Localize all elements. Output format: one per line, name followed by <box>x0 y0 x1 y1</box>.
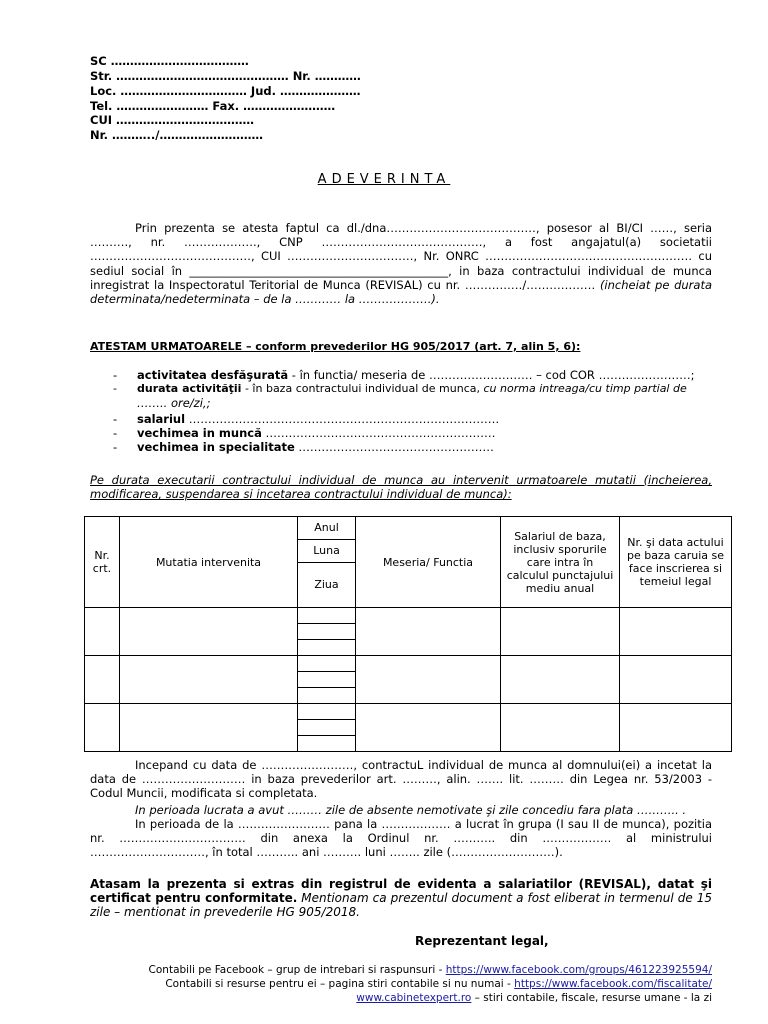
col-header-meseria: Meseria/ Functia <box>356 517 501 608</box>
closing-paragraph-2: In perioada lucrata a avut ……… zile de absente nemotivate şi zile concediu fara plata ……….. . <box>135 803 687 817</box>
facebook-page-link[interactable]: https://www.facebook.com/fiscalitate/ <box>514 978 712 990</box>
table-cell <box>120 704 298 752</box>
cabinetexpert-link[interactable]: www.cabinetexpert.ro <box>356 992 472 1004</box>
header-str: Str. ……………………………………… Nr. ………… <box>90 69 361 83</box>
attest-item-activitate: - activitatea desfăşurată - în functia/ meseria de ……………………… – cod COR ……………………; <box>113 368 695 382</box>
table-row <box>85 608 732 656</box>
table-cell <box>85 608 120 656</box>
table-cell-date <box>298 608 356 656</box>
table-cell <box>356 656 501 704</box>
header-cui: CUI ……………………………… <box>90 113 255 127</box>
mutations-table <box>84 516 732 752</box>
attest-item-salariul: - salariul ……………………………………………………………………… <box>113 412 500 426</box>
document-title: ADEVERINTA <box>317 172 451 187</box>
col-header-salariul: Salariul de baza, inclusiv sporurile care intra în calculul punctajului mediu anual <box>501 517 620 608</box>
attest-item-durata: - durata activităţii - în baza contractului individual de munca, cu norma intreaga/cu timp partial de <box>113 382 687 395</box>
table-cell <box>620 608 732 656</box>
table-row <box>85 656 732 704</box>
col-header-mutatia: Mutatia intervenita <box>120 517 298 608</box>
closing-paragraph-3: In perioada de la …………………… pana la ……………… a lucrat în grupa (I sau II de munca), pozitia nr. …………………………… din anexa la Ordinul nr. ……….. din ……………… al ministrului …………………………, în total ……….. ani ………. luni …….. zile (………………………). <box>90 817 712 860</box>
table-header-row <box>85 517 732 608</box>
intro-paragraph <box>90 221 712 306</box>
table-cell <box>120 656 298 704</box>
col-header-date <box>298 517 356 608</box>
table-cell-date <box>298 704 356 752</box>
facebook-group-link[interactable]: https://www.facebook.com/groups/461223925594/ <box>445 964 712 976</box>
table-cell <box>620 656 732 704</box>
mutation-intro: Pe durata executarii contractului individual de munca au intervenit urmatoarele mutatii (incheierea, modificarea, suspendarea si incetarea contractului individual de munca): <box>90 473 712 502</box>
table-cell <box>85 704 120 752</box>
attest-item-vechime-munca: - vechimea in muncă …………………………………………………… <box>113 426 496 440</box>
footer-line-2: Contabili si resurse pentru ei – pagina stiri contabile si nu numai - https://www.facebook.com/fiscalitate/ <box>165 978 712 990</box>
attach-italic: Mentionam ca prezentul document a fost eliberat in termenul de 15 zile – mentionat in prevederile HG 905/2018. <box>90 891 712 919</box>
intro-text: Prin prezenta se atesta faptul ca dl./dna…………………………………, posesor al BI/CI ……, seria ………., nr. ………………., CNP ……………………………………, a fost angajatul(a) societatii ……………………………………, CUI ……………………………, Nr. ONRC ……………………………………………… cu sediul social în _____________________________________________, in baza contractului individual de munca inregistrat la Inspectoratul Teritorial de Munca (REVISAL) cu nr. ……………/……………… <box>90 221 712 292</box>
table-cell <box>85 656 120 704</box>
header-nr: Nr. ………../……………………… <box>90 128 263 142</box>
header-tel: Tel. …………………… Fax. …………………… <box>90 99 336 113</box>
col-header-luna: Luna <box>298 540 355 563</box>
table-cell <box>620 704 732 752</box>
attach-bold: Atasam la prezenta si extras din registrul de evidenta a salariatilor (REVISAL), datat şi certificat pentru conformitate. <box>90 877 712 905</box>
attest-item-durata-cont: …….. ore/zi,; <box>137 396 211 410</box>
attest-item-vechime-specialitate: - vechimea in specialitate …………………………………………… <box>113 440 494 454</box>
closing-paragraph-1: Incepand cu data de ……………………, contractuL individual de munca al domnului(ei) a incetat la data de ……………………… in baza prevederilor art. ………, alin. ……. lit. ……… din Legea nr. 53/2003 - Codul Muncii, modificata si completata. <box>90 758 712 801</box>
table-cell-date <box>298 656 356 704</box>
col-header-anul: Anul <box>298 517 355 540</box>
table-cell <box>120 608 298 656</box>
header-loc: Loc. …………………………… Jud. ………………… <box>90 84 361 98</box>
table-row <box>85 704 732 752</box>
table-cell <box>501 608 620 656</box>
col-header-acte: Nr. şi data actului pe baza caruia se face inscrierea si temeiul legal <box>620 517 732 608</box>
header-sc: SC ……………………………… <box>90 54 249 68</box>
table-cell <box>501 704 620 752</box>
intro-italic: (incheiat pe durata determinata/nedeterminata – de la ………… la ……………….). <box>90 277 712 307</box>
table-cell <box>501 656 620 704</box>
col-header-nr: Nr. crt. <box>85 517 120 608</box>
signature-label: Reprezentant legal, <box>415 934 549 948</box>
attach-paragraph <box>90 877 712 919</box>
attest-heading: ATESTAM URMATOARELE – conform prevederilor HG 905/2017 (art. 7, alin 5, 6): <box>90 340 581 353</box>
table-cell <box>356 608 501 656</box>
footer-line-3: www.cabinetexpert.ro – stiri contabile, fiscale, resurse umane - la zi <box>356 992 712 1004</box>
col-header-ziua: Ziua <box>314 578 339 591</box>
table-cell <box>356 704 501 752</box>
footer-line-1: Contabili pe Facebook – grup de intrebari si raspunsuri - https://www.facebook.com/groups/461223925594/ <box>148 964 712 976</box>
